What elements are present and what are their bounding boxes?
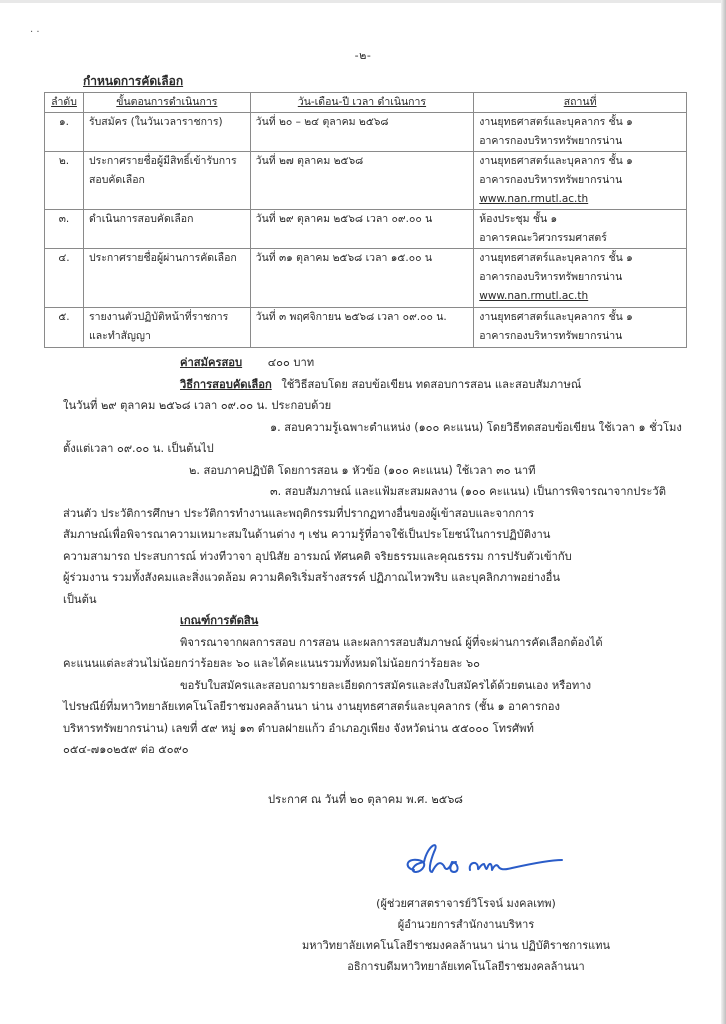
- table-header-row: [45, 93, 687, 113]
- signatory-block: [301, 893, 626, 977]
- contact-line: บริหารทรัพยากรน่าน) เลขที่ ๕๙ หมู่ ๑๓ ตำบลฝายแก้ว อำเภอภูเพียง จังหวัดน่าน ๕๕๐๐๐ โทรศัพท์: [63, 721, 534, 735]
- place-line: อาคารกองบริหารทรัพยากรน่าน: [479, 271, 623, 283]
- row-number: ๕.: [45, 308, 84, 348]
- method-intro: ใช้วิธีสอบโดย สอบข้อเขียน ทดสอบการสอน และสอบสัมภาษณ์: [281, 377, 582, 391]
- method-item-3: ๓. สอบสัมภาษณ์ และแฟ้มสะสมผลงาน (๑๐๐ คะแนน) เป็นการพิจารณาจากประวัติ: [270, 485, 666, 498]
- criteria-heading: [63, 610, 643, 632]
- method-item-3-line: ผู้ร่วมงาน รวมทั้งสังคมและสิ่งแวดล้อม ความคิดริเริ่มสร้างสรรค์ ปฏิภาณไหวพริบ และบุคลิกภาพอย่างอื่น: [63, 571, 560, 584]
- row-place: [474, 249, 687, 308]
- row-place: [474, 113, 687, 152]
- page-number: -๒-: [354, 49, 372, 62]
- table-row: [45, 152, 687, 210]
- row-date: วันที่ ๓ พฤศจิกายน ๒๕๖๘ เวลา ๐๙.๐๐ น.: [250, 308, 474, 348]
- row-number: ๔.: [45, 249, 84, 308]
- signatory-title: ผู้อำนวยการสำนักงานบริหาร: [397, 918, 535, 931]
- schedule-table: [44, 92, 687, 348]
- contact-line: ๐๕๔-๗๑๐๒๕๙ ต่อ ๕๐๙๐: [63, 743, 189, 756]
- row-place: [474, 308, 687, 348]
- section-title: กำหนดการคัดเลือก: [83, 74, 184, 88]
- place-line: อาคารคณะวิศวกรรมศาสตร์: [479, 232, 607, 244]
- place-line: งานยุทธศาสตร์และบุคลากร ชั้น ๑: [479, 311, 633, 323]
- place-line: งานยุทธศาสตร์และบุคลากร ชั้น ๑: [479, 116, 633, 128]
- announcement-date: ประกาศ ณ วันที่ ๒๐ ตุลาคม พ.ศ. ๒๕๖๘: [268, 793, 463, 806]
- row-place: [474, 210, 687, 249]
- place-line: งานยุทธศาสตร์และบุคลากร ชั้น ๑: [479, 155, 633, 167]
- method-intro-continued: ในวันที่ ๒๙ ตุลาคม ๒๕๖๘ เวลา ๐๙.๐๐ น. ประกอบด้วย: [63, 399, 332, 412]
- method-item-3-line: ความสามารถ ประสบการณ์ ท่วงทีวาจา อุปนิสัย อารมณ์ ทัศนคติ จริยธรรมและคุณธรรม การปรับตัวเข้ากับ: [63, 549, 572, 563]
- row-step: รับสมัคร (ในวันเวลาราชการ): [83, 113, 250, 152]
- signature-ink-icon: [400, 838, 570, 888]
- row-place: [474, 152, 687, 210]
- contact-line: ขอรับใบสมัครและสอบถามรายละเอียดการสมัครและส่งใบสมัครได้ด้วยตนเอง หรือทาง: [180, 678, 592, 692]
- place-line: อาคารกองบริหารทรัพยากรน่าน: [479, 330, 623, 342]
- row-step: ประกาศรายชื่อผู้ผ่านการคัดเลือก: [83, 249, 250, 308]
- scan-edge-top: [0, 0, 726, 3]
- row-number: ๓.: [45, 210, 84, 249]
- exam-details: [63, 352, 682, 761]
- place-line: อาคารกองบริหารทรัพยากรน่าน: [479, 174, 623, 186]
- method-item-3-line: เป็นต้น: [63, 592, 97, 606]
- method-item-2: ๒. สอบภาคปฏิบัติ โดยการสอน ๑ หัวข้อ (๑๐๐ คะแนน) ใช้เวลา ๓๐ นาที: [189, 463, 536, 477]
- row-number: ๑.: [45, 113, 84, 152]
- row-date: วันที่ ๒๗ ตุลาคม ๒๕๖๘: [250, 152, 474, 210]
- website-link[interactable]: www.nan.rmutl.ac.th: [479, 193, 589, 205]
- method-item-1: ๑. สอบความรู้เฉพาะตำแหน่ง (๑๐๐ คะแนน) โดยวิธีทดสอบข้อเขียน ใช้เวลา ๑ ชั่วโมง: [270, 420, 682, 434]
- row-step: ดำเนินการสอบคัดเลือก: [83, 210, 250, 249]
- scan-edge-right: [721, 0, 726, 1024]
- table-row: [45, 249, 687, 308]
- row-step: ประกาศรายชื่อผู้มีสิทธิ์เข้ารับการสอบคัดเลือก: [83, 152, 250, 210]
- method-item-1-continued: ตั้งแต่เวลา ๐๙.๐๐ น. เป็นต้นไป: [63, 442, 214, 455]
- row-number: ๒.: [45, 152, 84, 210]
- criteria-line: คะแนนแต่ละส่วนไม่น้อยกว่าร้อยละ ๖๐ และได้คะแนนรวมทั้งหมดไม่น้อยกว่าร้อยละ ๖๐: [63, 657, 480, 670]
- table-row: [45, 113, 687, 152]
- method-item-3-line: ส่วนตัว ประวัติการศึกษา ประวัติการทำงานและพฤติกรรมที่ปรากฏทางอื่นของผู้เข้าสอบและจากการ: [63, 506, 535, 520]
- fee-line: [63, 352, 643, 374]
- row-date: วันที่ ๓๑ ตุลาคม ๒๕๖๘ เวลา ๑๕.๐๐ น: [250, 249, 474, 308]
- signature: [400, 838, 570, 892]
- fee-value: ๔๐๐ บาท: [267, 356, 315, 369]
- header-date: วัน-เดือน-ปี เวลา ดำเนินการ: [250, 93, 474, 113]
- header-order: ลำดับ: [45, 93, 84, 113]
- place-line: อาคารกองบริหารทรัพยากรน่าน: [479, 135, 623, 147]
- table-row: [45, 308, 687, 348]
- criteria-line: พิจารณาจากผลการสอบ การสอน และผลการสอบสัมภาษณ์ ผู้ที่จะผ่านการคัดเลือกต้องได้: [180, 635, 603, 649]
- header-place: สถานที่: [474, 93, 687, 113]
- method-line: [63, 374, 643, 396]
- method-label: วิธีการสอบคัดเลือก: [180, 377, 272, 391]
- criteria-label: เกณฑ์การตัดสิน: [180, 614, 259, 627]
- signatory-title: อธิการบดีมหาวิทยาลัยเทคโนโลยีราชมงคลล้านนา: [347, 960, 585, 973]
- signatory-title: มหาวิทยาลัยเทคโนโลยีราชมงคลล้านนา น่าน ปฏิบัติราชการแทน: [301, 939, 611, 952]
- signatory-name: (ผู้ช่วยศาสตราจารย์วิโรจน์ มงคลเทพ): [376, 897, 556, 910]
- fee-label: ค่าสมัครสอบ: [180, 356, 243, 369]
- method-item-3-line: สัมภาษณ์เพื่อพิจารณาความเหมาะสมในด้านต่าง ๆ เช่น ความรู้ที่อาจใช้เป็นประโยชน์ในการปฏิบัติงาน: [63, 528, 551, 541]
- header-step: ขั้นตอนการดำเนินการ: [83, 93, 250, 113]
- row-date: วันที่ ๒๐ – ๒๔ ตุลาคม ๒๕๖๘: [250, 113, 474, 152]
- scan-specks: · ·: [30, 27, 40, 38]
- place-line: ห้องประชุม ชั้น ๑: [479, 213, 558, 225]
- row-date: วันที่ ๒๙ ตุลาคม ๒๕๖๘ เวลา ๐๙.๐๐ น: [250, 210, 474, 249]
- row-step: รายงานตัวปฏิบัติหน้าที่ราชการและทำสัญญา: [83, 308, 250, 348]
- place-line: งานยุทธศาสตร์และบุคลากร ชั้น ๑: [479, 252, 633, 264]
- contact-line: ไปรษณีย์ที่มหาวิทยาลัยเทคโนโลยีราชมงคลล้านนา น่าน งานยุทธศาสตร์และบุคลากร (ชั้น ๑ อาคารกอง: [63, 700, 560, 713]
- table-row: [45, 210, 687, 249]
- website-link[interactable]: www.nan.rmutl.ac.th: [479, 290, 589, 302]
